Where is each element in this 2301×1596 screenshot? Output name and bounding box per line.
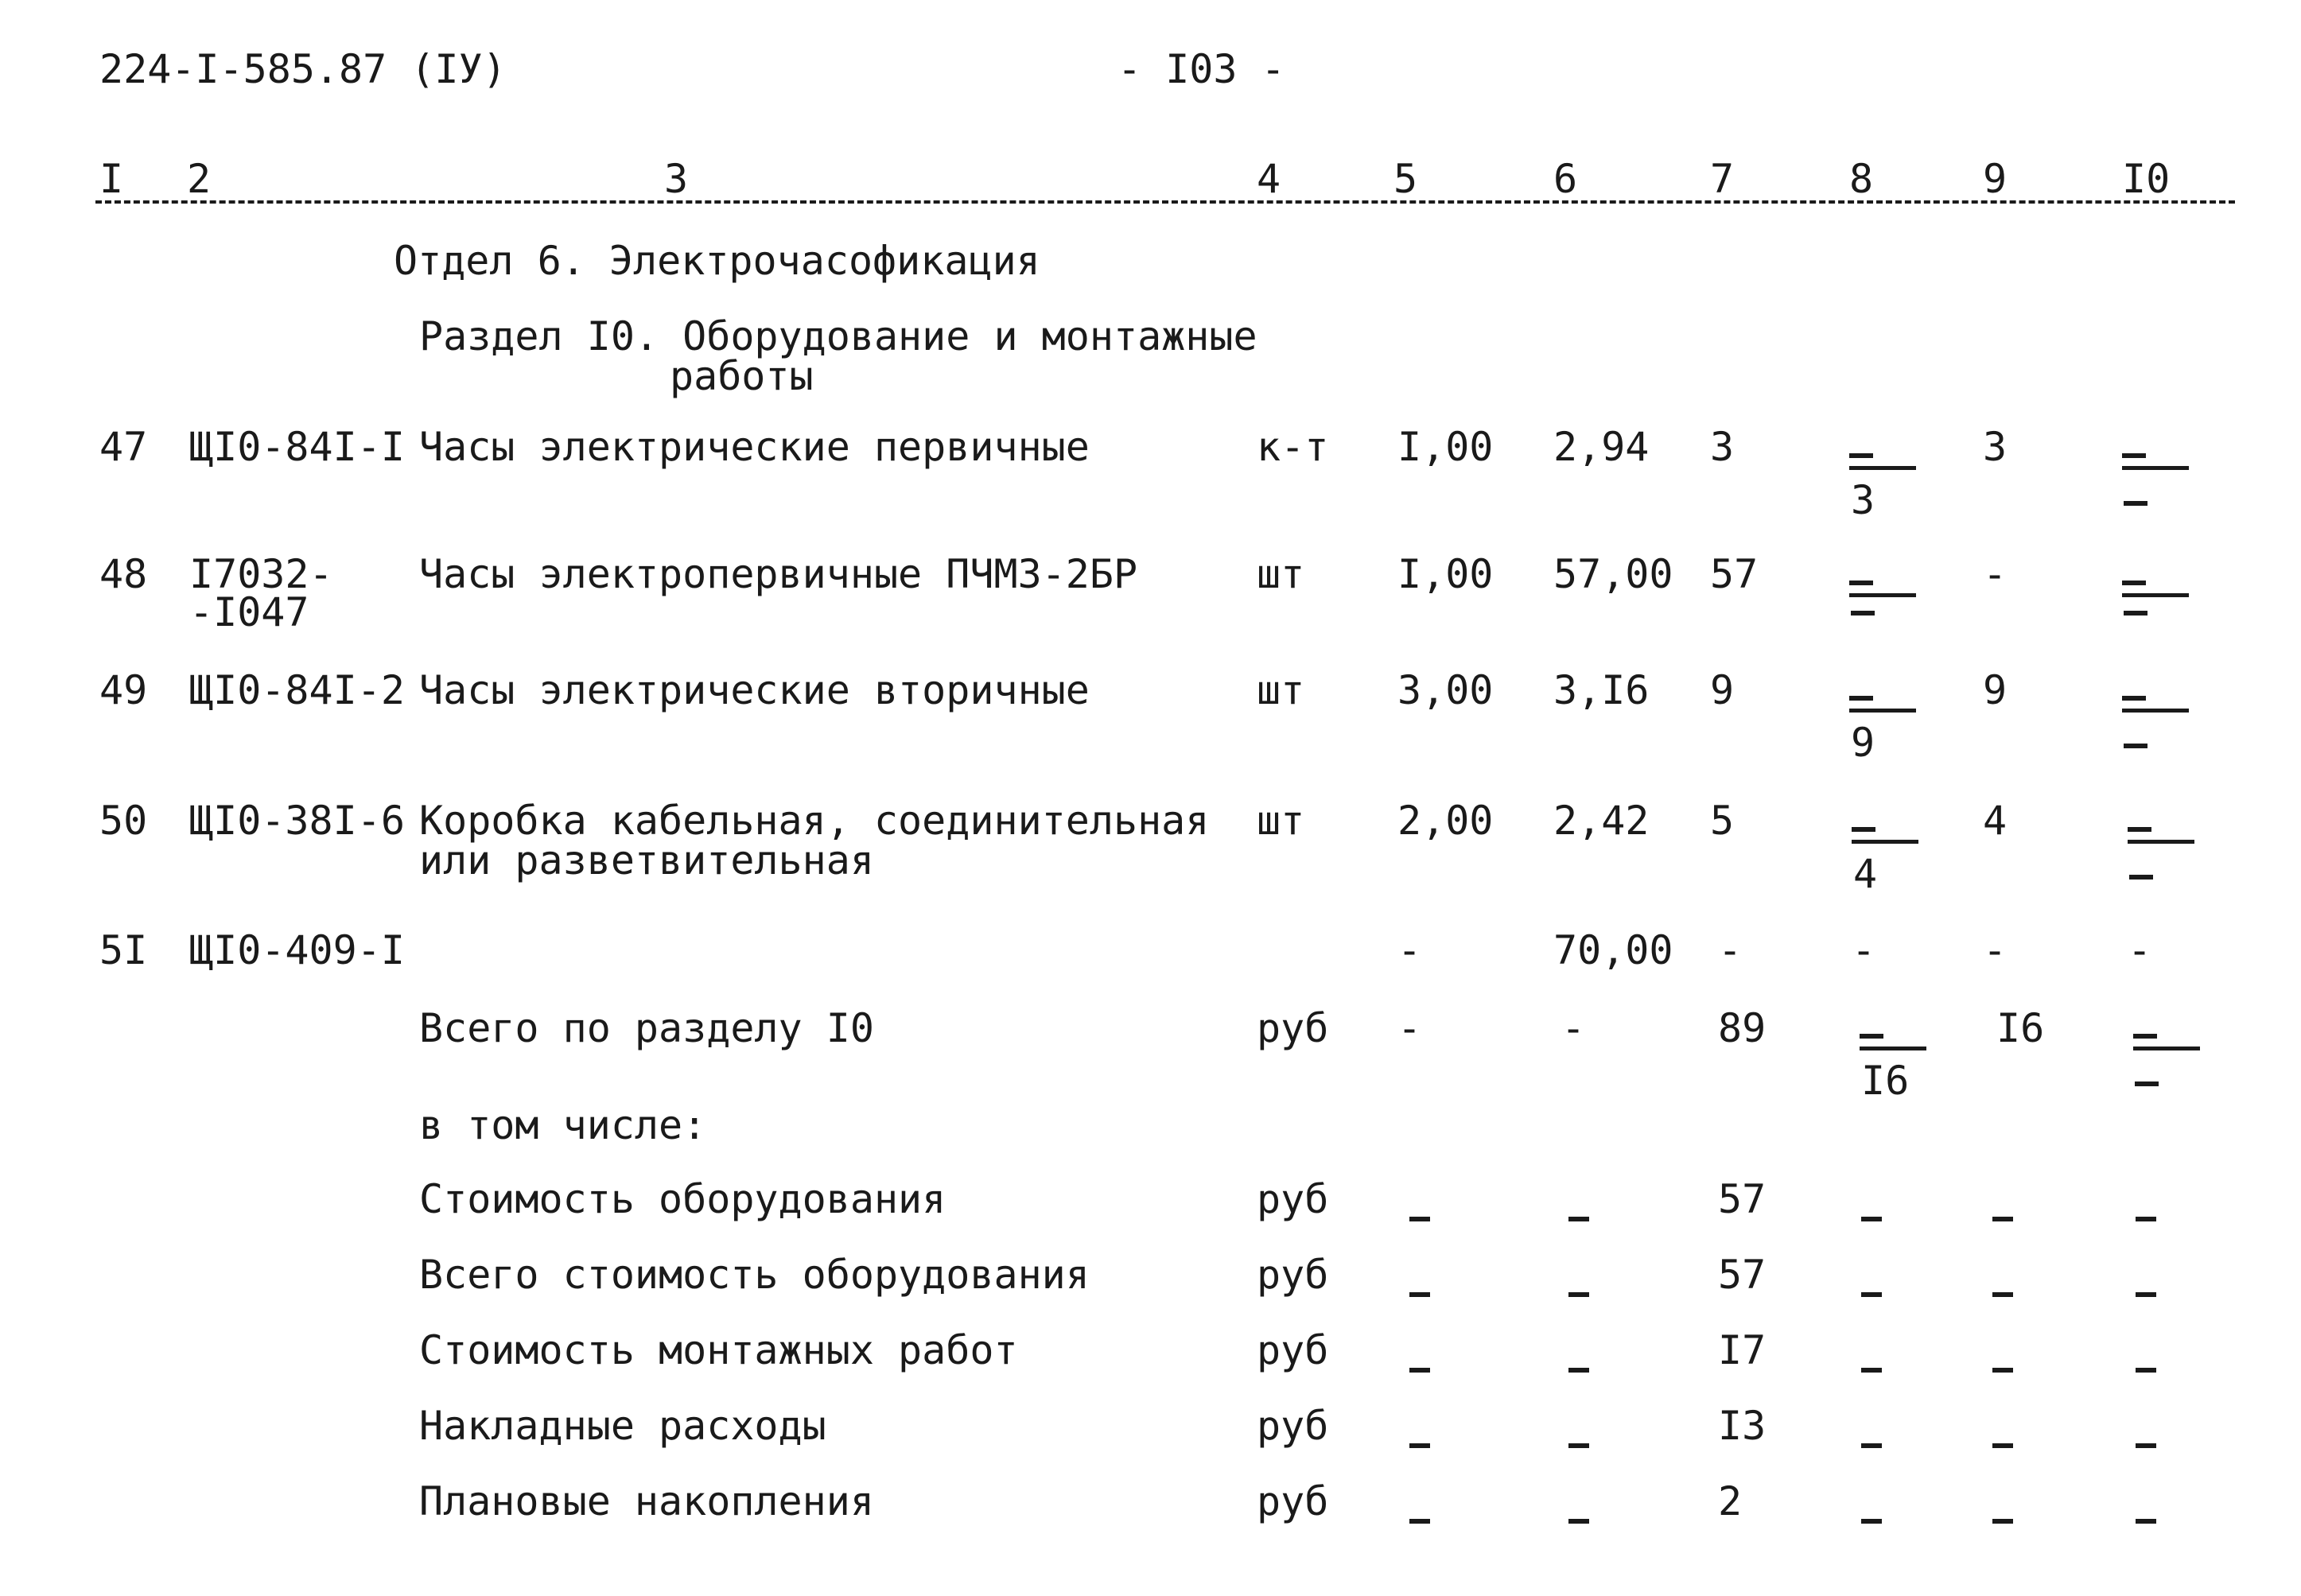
row-quantity: -: [1397, 927, 1422, 973]
column-header-7: 7: [1710, 156, 1735, 202]
row-col8-denominator: 4: [1853, 851, 1878, 897]
column-header-5: 5: [1393, 156, 1418, 202]
row-col9: -: [1983, 551, 2008, 597]
row-col9: 9: [1983, 667, 2008, 713]
row-total: 9: [1710, 667, 1735, 713]
row-col10-fraction: [2128, 827, 2207, 899]
summary-unit: руб: [1257, 1327, 1329, 1373]
row-name: Часы электрические вторичные: [419, 667, 1090, 713]
summary-value: 57: [1718, 1176, 1767, 1222]
row-code: ЩI0-38I-6: [189, 798, 405, 844]
row-code-line1: I7032-: [189, 551, 333, 597]
row-price: 57,00: [1553, 551, 1673, 597]
row-number: 49: [99, 667, 148, 713]
row-unit: шт: [1257, 667, 1305, 713]
row-total: 5: [1710, 798, 1735, 844]
row-name: Часы электропервичные ПЧМЗ-2БР: [419, 551, 1138, 597]
column-header-4: 4: [1257, 156, 1281, 202]
row-col8-fraction: [1849, 581, 1929, 652]
page-number: - I03 -: [1117, 46, 1285, 92]
summary-value: 2: [1718, 1478, 1743, 1524]
section-title-line2: работы: [670, 353, 814, 399]
row-number: 47: [99, 424, 148, 470]
column-header-10: I0: [2122, 156, 2171, 202]
column-header-1: I: [99, 156, 124, 202]
row-unit: к-т: [1257, 424, 1329, 470]
total-col8-denominator: I6: [1861, 1058, 1910, 1104]
row-code: ЩI0-84I-I: [189, 424, 405, 470]
row-col8-fraction: [1849, 453, 1929, 525]
department-title: Отдел 6. Электрочасофикация: [394, 238, 1040, 284]
summary-label: Плановые накопления: [419, 1478, 874, 1524]
row-price: 2,42: [1553, 798, 1650, 844]
column-header-9: 9: [1983, 156, 2008, 202]
summary-value: I3: [1718, 1403, 1767, 1449]
summary-value: 57: [1718, 1252, 1767, 1298]
row-code: ЩI0-84I-2: [189, 667, 405, 713]
summary-label: Стоимость монтажных работ: [419, 1327, 1018, 1373]
row-unit: шт: [1257, 798, 1305, 844]
including-label: в том числе:: [419, 1102, 707, 1148]
summary-unit: руб: [1257, 1252, 1329, 1298]
total-value: 89: [1718, 1005, 1767, 1051]
row-col8-fraction: [1852, 827, 1931, 899]
row-col8-denominator: 9: [1851, 720, 1875, 766]
row-col9: -: [1983, 927, 2008, 973]
total-col10-fraction: [2133, 1034, 2213, 1105]
row-col8-fraction: [1849, 696, 1929, 767]
column-header-8: 8: [1849, 156, 1874, 202]
row-number: 48: [99, 551, 148, 597]
row-number: 50: [99, 798, 148, 844]
row-col10-fraction: [2122, 453, 2202, 525]
summary-unit: руб: [1257, 1176, 1329, 1222]
row-col10-fraction: [2122, 581, 2202, 652]
row-col9: 3: [1983, 424, 2008, 470]
row-price: 2,94: [1553, 424, 1650, 470]
summary-label: Стоимость оборудования: [419, 1176, 946, 1222]
column-header-3: 3: [664, 156, 689, 202]
row-price: 70,00: [1553, 927, 1673, 973]
total-col9: I6: [1996, 1005, 2045, 1051]
summary-label: Накладные расходы: [419, 1403, 826, 1449]
row-price: 3,I6: [1553, 667, 1650, 713]
total-col8-fraction: [1860, 1034, 1939, 1105]
row-name-line1: Коробка кабельная, соединительная: [419, 798, 1210, 844]
total-unit: руб: [1257, 1005, 1329, 1051]
row-col8-denominator: 3: [1851, 477, 1875, 523]
document-code: 224-I-585.87 (IУ): [99, 46, 507, 92]
summary-value: I7: [1718, 1327, 1767, 1373]
row-name-line2: или разветвительная: [419, 837, 874, 883]
summary-label: Всего стоимость оборудования: [419, 1252, 1090, 1298]
total-price: -: [1561, 1005, 1586, 1051]
row-total: 57: [1710, 551, 1759, 597]
row-col9: 4: [1983, 798, 2008, 844]
row-quantity: I,00: [1397, 424, 1494, 470]
summary-unit: руб: [1257, 1478, 1329, 1524]
row-col10-fraction: [2122, 696, 2202, 767]
header-rule: [95, 200, 2235, 204]
section-title-line1: Раздел I0. Оборудование и монтажные: [419, 313, 1257, 359]
row-number: 5I: [99, 927, 148, 973]
row-total: -: [1718, 927, 1743, 973]
total-quantity: -: [1397, 1005, 1422, 1051]
row-unit: шт: [1257, 551, 1305, 597]
row-quantity: 3,00: [1397, 667, 1494, 713]
row-name: Часы электрические первичные: [419, 424, 1090, 470]
row-quantity: I,00: [1397, 551, 1494, 597]
row-quantity: 2,00: [1397, 798, 1494, 844]
row-col8: -: [1852, 927, 1876, 973]
summary-unit: руб: [1257, 1403, 1329, 1449]
row-code-line2: -I047: [189, 589, 309, 635]
column-header-6: 6: [1553, 156, 1578, 202]
column-header-2: 2: [187, 156, 212, 202]
row-col10: -: [2128, 927, 2152, 973]
total-label: Всего по разделу I0: [419, 1005, 874, 1051]
row-code: ЩI0-409-I: [189, 927, 405, 973]
row-total: 3: [1710, 424, 1735, 470]
